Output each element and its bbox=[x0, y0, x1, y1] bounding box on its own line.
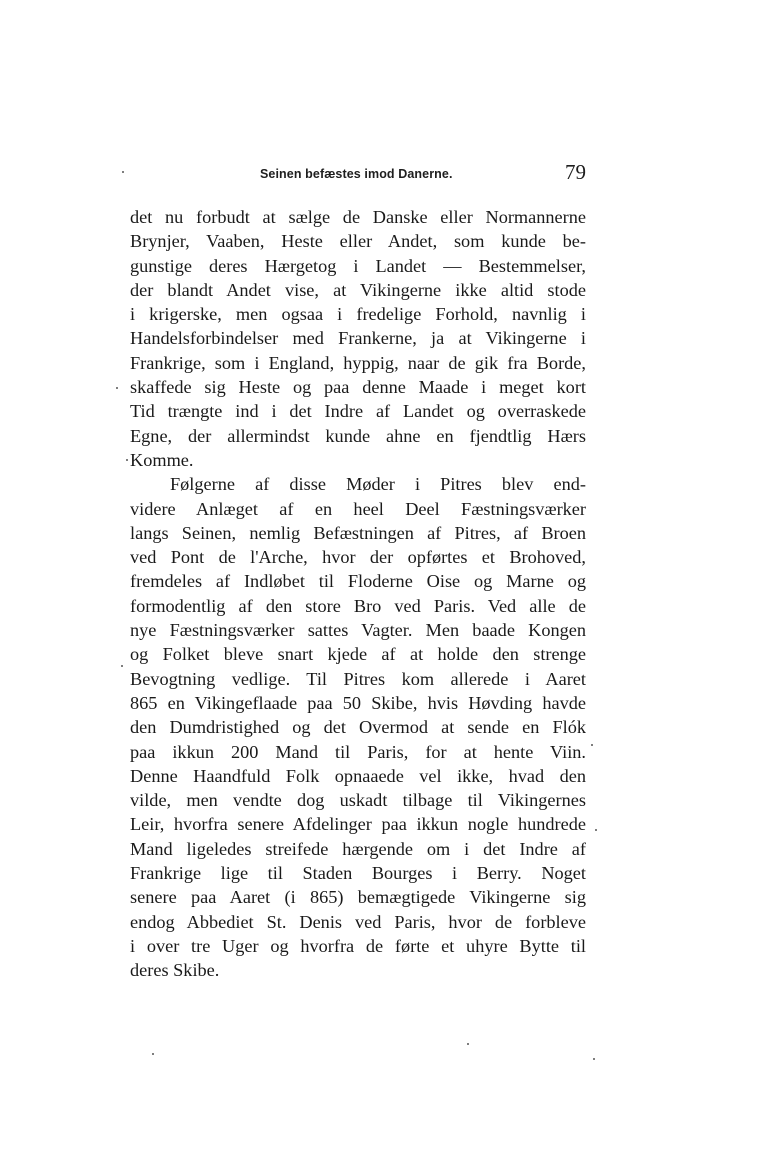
text-line: i over tre Uger og hvorfra de førte et uhyre Bytte til bbox=[130, 935, 586, 956]
text-line: vilde, men vendte dog uskadt tilbage til Vikingernes bbox=[130, 790, 586, 811]
text-line: Mand ligeledes streifede hærgende om i det Indre af bbox=[130, 838, 586, 859]
text-line: i krigerske, men ogsaa i fredelige Forhold, navnlig i bbox=[130, 304, 586, 325]
text-line: og Folket bleve snart kjede af at holde den strenge bbox=[130, 644, 586, 665]
text-line: nye Fæstningsværker sattes Vagter. Men baade Kongen bbox=[130, 620, 586, 641]
text-line: videre Anlæget af en heel Deel Fæstningsværker bbox=[130, 498, 586, 519]
text-line: fremdeles af Indløbet til Floderne Oise og Marne og bbox=[130, 571, 586, 592]
text-line: langs Seinen, nemlig Befæstningen af Pitres, af Broen bbox=[130, 522, 586, 543]
page-header bbox=[130, 160, 586, 190]
text-line: Frankrige, som i England, hyppig, naar de gik fra Borde, bbox=[130, 352, 586, 373]
text-line: Komme. bbox=[130, 449, 194, 470]
text-line: formodentlig af den store Bro ved Paris. Ved alle de bbox=[130, 595, 586, 616]
scan-speck bbox=[116, 387, 118, 389]
text-line: senere paa Aaret (i 865) bemægtigede Vikingerne sig bbox=[130, 887, 586, 908]
text-line: deres Skibe. bbox=[130, 960, 220, 981]
text-line: Følgerne af disse Møder i Pitres blev end- bbox=[170, 474, 586, 495]
scan-speck bbox=[122, 171, 124, 173]
scan-speck bbox=[152, 1053, 154, 1055]
text-line: paa ikkun 200 Mand til Paris, for at hente Viin. bbox=[130, 741, 586, 762]
scan-speck bbox=[591, 744, 593, 746]
text-line: 865 en Vikingeflaade paa 50 Skibe, hvis Høvding havde bbox=[130, 692, 586, 713]
text-line: ved Pont de l'Arche, hvor der opførtes et Brohoved, bbox=[130, 547, 586, 568]
text-line: endog Abbediet St. Denis ved Paris, hvor de forbleve bbox=[130, 911, 586, 932]
text-line: det nu forbudt at sælge de Danske eller Normannerne bbox=[130, 207, 586, 227]
page-number: 79 bbox=[565, 160, 586, 184]
text-line: Egne, der allermindst kunde ahne en fjendtlig Hærs bbox=[130, 425, 586, 446]
text-line: Denne Haandfuld Folk opnaaede vel ikke, hvad den bbox=[130, 765, 586, 786]
scan-speck bbox=[595, 829, 597, 831]
text-line: Leir, hvorfra senere Afdelinger paa ikkun nogle hundrede bbox=[130, 814, 586, 835]
scan-speck bbox=[126, 459, 128, 461]
running-head: Seinen befæstes imod Danerne. bbox=[260, 167, 453, 181]
text-line: gunstige deres Hærgetog i Landet — Bestemmelser, bbox=[130, 255, 586, 276]
scan-speck bbox=[467, 1043, 469, 1045]
text-line: Handelsforbindelser med Frankerne, ja at Vikingerne i bbox=[130, 328, 586, 349]
text-line: Tid trængte ind i det Indre af Landet og overraskede bbox=[130, 401, 586, 422]
body-text bbox=[130, 205, 586, 983]
text-line: den Dumdristighed og det Overmod at sende en Flók bbox=[130, 717, 586, 738]
scan-speck bbox=[121, 665, 123, 667]
text-line: Bevogtning vedlige. Til Pitres kom allerede i Aaret bbox=[130, 668, 586, 689]
text-line: der blandt Andet vise, at Vikingerne ikke altid stode bbox=[130, 279, 586, 300]
text-line: Brynjer, Vaaben, Heste eller Andet, som kunde be- bbox=[130, 231, 586, 252]
text-line: Frankrige lige til Staden Bourges i Berry. Noget bbox=[130, 863, 586, 884]
text-line: skaffede sig Heste og paa denne Maade i meget kort bbox=[130, 377, 586, 398]
scan-speck bbox=[593, 1058, 595, 1060]
